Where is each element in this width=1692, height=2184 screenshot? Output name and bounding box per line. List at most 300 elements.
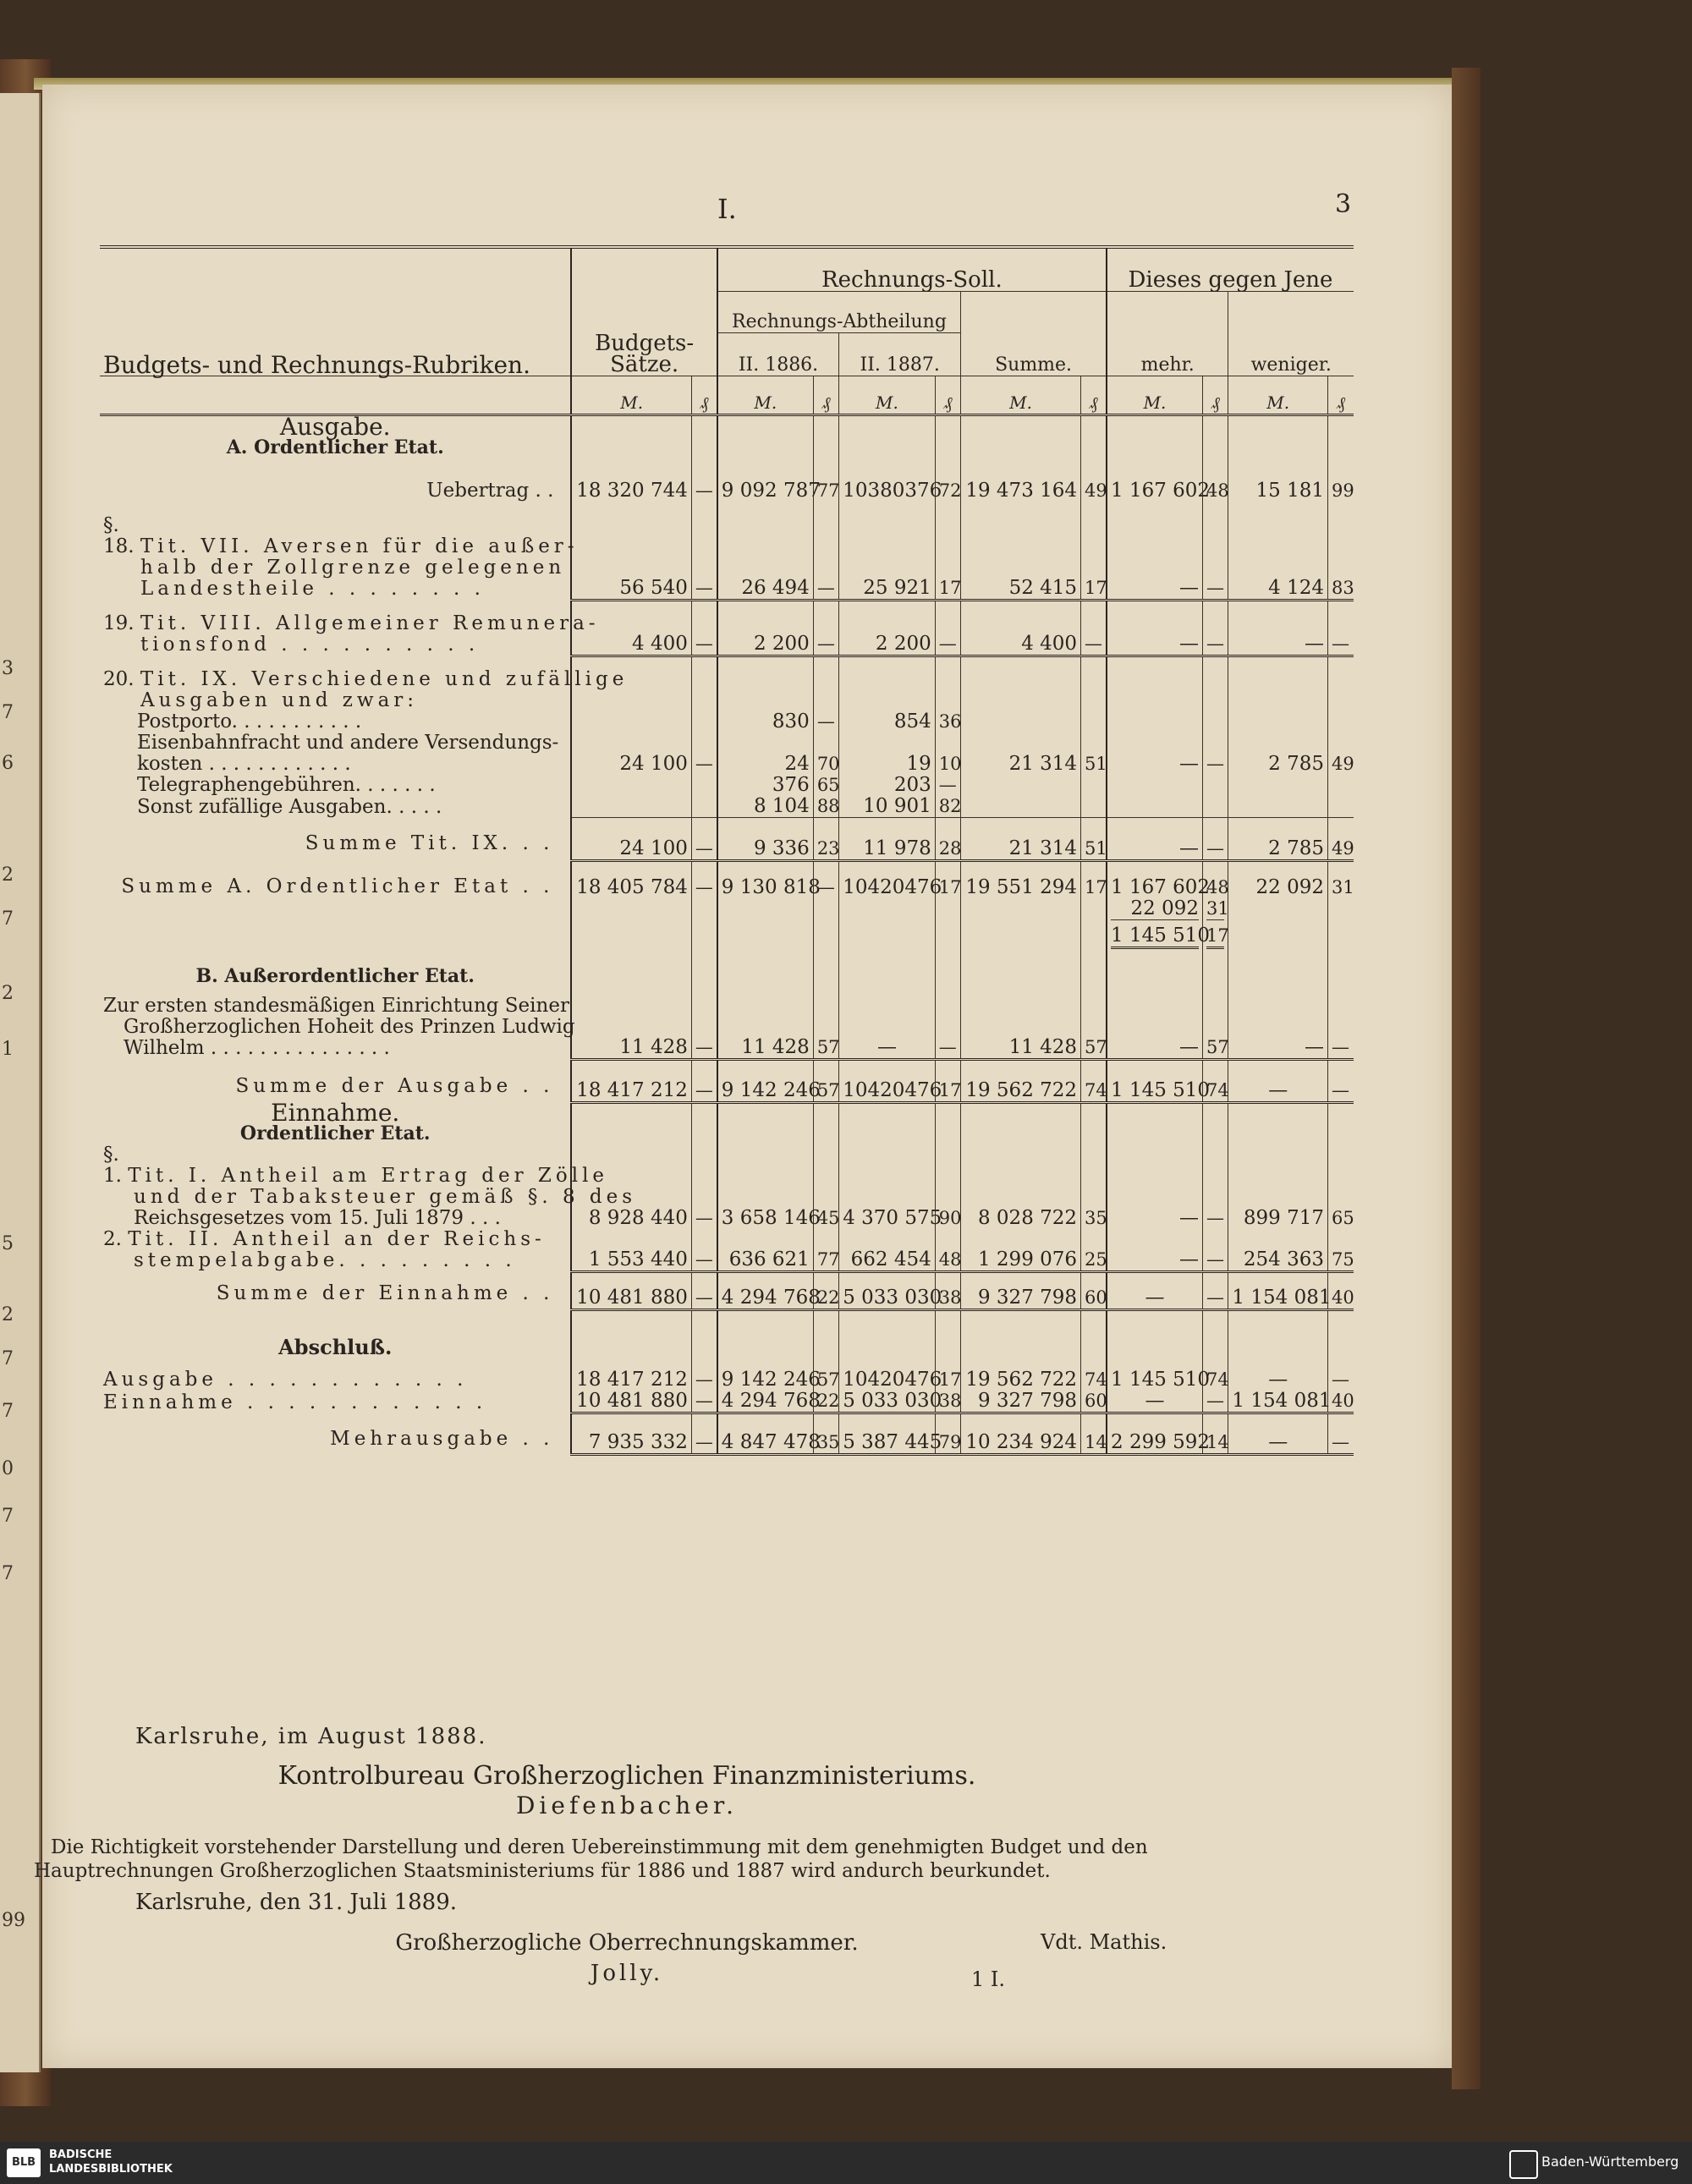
cell-budget: 18 405 784 <box>571 861 691 950</box>
cell-weniger-pf: 49 <box>1328 711 1354 818</box>
header-rechnungs-soll: Rechnungs-Soll. <box>717 247 1107 292</box>
cell-summe: 19 551 294 <box>961 861 1081 950</box>
unit-pf: ₰ <box>1203 376 1228 415</box>
cell-summe-pf: 17 <box>1081 502 1107 600</box>
cell-1886-pf: 77 <box>813 1229 838 1271</box>
cell-1887-pf: — <box>935 987 960 1059</box>
table-row <box>100 656 1354 711</box>
header-dieses-gegen-jene: Dieses gegen Jene <box>1107 247 1354 292</box>
cell-budget: 8 928 440 <box>571 1144 691 1229</box>
cell-mehr-pf: — <box>1203 1271 1228 1309</box>
header-weniger: weniger. <box>1228 292 1354 376</box>
cell-1886: 3 658 146 <box>717 1144 814 1229</box>
cell-weniger-pf: 49 <box>1328 818 1354 861</box>
row-label: Eisenbahnfracht und andere Versendungs- <box>137 732 559 754</box>
cell-budget: 7 935 332 <box>571 1413 691 1455</box>
cell-mehr: 2 299 592 <box>1107 1413 1203 1455</box>
cell-weniger-pf: 65 <box>1328 1144 1354 1229</box>
row-label <box>100 656 629 711</box>
row-label-line: tionsfond . . . . . . . . . . <box>140 634 480 656</box>
row-label: Summe Tit. IX. . . <box>305 831 554 854</box>
cell-mehr: — <box>1107 502 1203 600</box>
cell-summe-pf: 60 <box>1081 1271 1107 1309</box>
cell-1887-pf: 38 <box>935 1271 960 1309</box>
facing-mark: 0 <box>2 1458 14 1479</box>
section-row <box>100 1102 1354 1123</box>
table-row <box>100 861 1354 950</box>
row-label-line: Tit. VII. Aversen für die außer- <box>140 535 579 557</box>
facing-mark: 7 <box>2 1401 14 1422</box>
facing-mark: 7 <box>2 1506 14 1527</box>
cell-mehr-pf: — <box>1203 1144 1228 1229</box>
row-label: Summe A. Ordentlicher Etat . . <box>121 875 554 897</box>
cell-1886: 830 <box>717 711 814 733</box>
row-label-line: Zur ersten standesmäßigen Einrichtung Seiner <box>103 995 569 1017</box>
cell-summe: 1 299 076 <box>961 1229 1081 1271</box>
cell-budget-pf: — <box>691 1358 717 1391</box>
cell-weniger-pf: 83 <box>1328 502 1354 600</box>
row-label: Postporto. . . . . . . . . . . <box>137 711 362 733</box>
cell-mehr: — <box>1107 711 1203 818</box>
cell-summe-pf: 35 <box>1081 1144 1107 1229</box>
section-row <box>100 949 1354 987</box>
cell-mehr-pf: 14 <box>1203 1413 1228 1455</box>
cell-mehr-pf-line: 31 <box>1206 898 1229 919</box>
cell-budget: 18 417 212 <box>571 1358 691 1391</box>
cell-1887-pf: 82 <box>935 796 960 818</box>
unit-pf: ₰ <box>1328 376 1354 415</box>
cell-1887: 10420476 <box>839 1358 936 1391</box>
cell-weniger-pf: 99 <box>1328 480 1354 502</box>
cell-mehr-pf: 57 <box>1203 987 1228 1059</box>
cell-mehr-pf: — <box>1203 1229 1228 1271</box>
unit-pf: ₰ <box>935 376 960 415</box>
cell-summe: 8 028 722 <box>961 1144 1081 1229</box>
cell-mehr-pf: — <box>1203 600 1228 656</box>
place-date-1888: Karlsruhe, im August 1888. <box>135 1724 487 1749</box>
section-ausserordentlicher-etat-b: B. Außerordentlicher Etat. <box>195 965 475 987</box>
cell-summe: 19 562 722 <box>961 1059 1081 1102</box>
cell-1887: 662 454 <box>839 1229 936 1271</box>
cell-mehr: — <box>1107 987 1203 1059</box>
cell-1886: 8 104 <box>717 796 814 818</box>
cell-1886-pf: 22 <box>813 1271 838 1309</box>
facing-mark: 1 <box>2 1039 14 1060</box>
table-row <box>100 1358 1354 1391</box>
cell-mehr-line: 1 145 510 <box>1111 920 1199 949</box>
blb-name-line: LANDESBIBLIOTHEK <box>49 2163 173 2176</box>
row-label-line: Tit. I. Antheil am Ertrag der Zölle <box>128 1165 609 1187</box>
cell-budget-pf: — <box>691 502 717 600</box>
cell-1886-pf: 57 <box>813 987 838 1059</box>
cell-weniger-pf: 40 <box>1328 1271 1354 1309</box>
cell-budget: 10 481 880 <box>571 1271 691 1309</box>
cell-1886-pf: 22 <box>813 1391 838 1413</box>
budget-ledger-table <box>100 245 1354 1456</box>
cell-1886-pf: — <box>813 711 838 733</box>
unit-mark: M. <box>839 376 936 415</box>
row-number: 2. <box>103 1228 122 1250</box>
table-row <box>100 1413 1354 1455</box>
cell-1887-pf <box>935 733 960 754</box>
header-rechnungs-abtheilung: Rechnungs-Abtheilung <box>717 292 961 333</box>
cell-1886: 26 494 <box>717 502 814 600</box>
cell-mehr-pf: — <box>1203 818 1228 861</box>
table-row <box>100 1144 1354 1229</box>
cell-summe: 10 234 924 <box>961 1413 1081 1455</box>
cell-1886: 4 847 478 <box>717 1413 814 1455</box>
certification-text: Die Richtigkeit vorstehender Darstellung und deren Uebereinstimmung mit dem genehmigten Budget und den Hauptrechnungen Großherzoglichen Staatsministeriums für 1886 und 1887 wird andurch beurkundet. <box>34 1836 1148 1882</box>
facing-mark: 7 <box>2 1563 14 1584</box>
cell-1886-pf: — <box>813 502 838 600</box>
header-mehr: mehr. <box>1107 292 1228 376</box>
cell-summe-pf: 49 <box>1081 480 1107 502</box>
cell-weniger: 15 181 <box>1228 480 1328 502</box>
cell-1886: 376 <box>717 775 814 796</box>
row-label: Summe der Einnahme . . <box>216 1282 554 1304</box>
row-label <box>100 1144 637 1229</box>
cell-1887-pf: 72 <box>935 480 960 502</box>
row-label-line: Wilhelm . . . . . . . . . . . . . . . <box>124 1037 390 1059</box>
cell-summe: 21 314 <box>961 711 1081 818</box>
cell-mehr: — <box>1107 818 1203 861</box>
cell-1886-pf: 77 <box>813 480 838 502</box>
cell-mehr-pf-line: 17 <box>1206 920 1224 949</box>
cell-1886-pf: 70 <box>813 754 838 775</box>
unit-pf: ₰ <box>1081 376 1107 415</box>
section-row <box>100 415 1354 438</box>
baden-wuerttemberg-logo-icon[interactable] <box>1509 2150 1538 2179</box>
blb-logo-icon[interactable]: BLB <box>7 2148 41 2177</box>
section-ausgabe: Ausgabe. <box>279 413 391 441</box>
cell-budget: 56 540 <box>571 502 691 600</box>
section-roman-numeral: I. <box>717 193 737 225</box>
cell-mehr-pf-line: 48 <box>1206 877 1229 897</box>
cell-weniger: 1 154 081 <box>1228 1271 1328 1309</box>
chamber-name: Großherzogliche Oberrechnungskammer. <box>395 1930 859 1956</box>
viewer-footer-bar <box>0 2142 1692 2184</box>
cell-1887: 203 <box>839 775 936 796</box>
table-row <box>100 1229 1354 1271</box>
cell-weniger-pf: — <box>1328 987 1354 1059</box>
cell-1887-pf: 17 <box>935 1358 960 1391</box>
cell-weniger: — <box>1228 1358 1328 1391</box>
blb-name-line: BADISCHE <box>49 2148 113 2161</box>
cell-weniger-pf: 75 <box>1328 1229 1354 1271</box>
row-label-line: Tit. VIII. Allgemeiner Remunera- <box>140 612 600 634</box>
table-row <box>100 711 1354 733</box>
signer-diefenbacher: Diefenbacher. <box>515 1792 739 1819</box>
cell-mehr-line: 1 167 602 <box>1111 876 1211 898</box>
facing-mark: 7 <box>2 1348 14 1369</box>
cell-1887: 10 901 <box>839 796 936 818</box>
row-label <box>100 502 579 600</box>
cell-mehr-pf: — <box>1203 1391 1228 1413</box>
ledger <box>100 245 1354 1456</box>
cell-1886: 9 092 787 <box>717 480 814 502</box>
cell-summe-pf: 60 <box>1081 1391 1107 1413</box>
cell-weniger: — <box>1228 987 1328 1059</box>
cell-1887-pf: 48 <box>935 1229 960 1271</box>
cell-summe: 19 562 722 <box>961 1358 1081 1391</box>
cell-budget-pf: — <box>691 818 717 861</box>
cell-1886: 4 294 768 <box>717 1391 814 1413</box>
cell-summe: 52 415 <box>961 502 1081 600</box>
row-label: Ausgabe . . . . . . . . . . . . <box>103 1369 468 1391</box>
cell-summe-pf: 74 <box>1081 1059 1107 1102</box>
row-number: 19. <box>103 612 135 634</box>
facing-mark: 7 <box>2 908 14 930</box>
cell-mehr: — <box>1107 1391 1203 1413</box>
cell-summe: 9 327 798 <box>961 1391 1081 1413</box>
cell-mehr: 1 167 602 <box>1107 480 1203 502</box>
book-cover-right <box>1452 68 1480 2089</box>
facing-mark: 5 <box>2 1233 14 1254</box>
row-label-line: Ausgaben und zwar: <box>140 689 419 711</box>
paragraph-mark: §. <box>103 514 119 536</box>
header-summe: Summe. <box>961 292 1107 376</box>
cell-weniger-pf: — <box>1328 1358 1354 1391</box>
row-label: kosten . . . . . . . . . . . . <box>137 753 351 775</box>
cell-mehr-pf <box>1203 861 1228 950</box>
cell-summe-pf: 25 <box>1081 1229 1107 1271</box>
cell-budget: 24 100 <box>571 818 691 861</box>
row-number: 18. <box>103 535 135 557</box>
cell-weniger: — <box>1228 1059 1328 1102</box>
facing-mark: 6 <box>2 753 14 774</box>
cell-weniger-pf: — <box>1328 600 1354 656</box>
facing-mark: 2 <box>2 1304 14 1325</box>
cell-budget: 18 320 744 <box>571 480 691 502</box>
cell-1886-pf: 35 <box>813 1413 838 1455</box>
cell-1887: 10380376 <box>839 480 936 502</box>
header-budget-saetze: Budgets-Sätze. <box>571 247 717 376</box>
cell-1887-pf: 90 <box>935 1144 960 1229</box>
row-label-line: Tit. IX. Verschiedene und zufällige <box>140 668 629 690</box>
row-label-line: Reichsgesetzes vom 15. Juli 1879 . . . <box>134 1207 501 1229</box>
table-row <box>100 480 1354 502</box>
row-label-line: Tit. II. Antheil an der Reichs- <box>128 1228 546 1250</box>
cell-1887: 11 978 <box>839 818 936 861</box>
cell-1887: 854 <box>839 711 936 733</box>
cell-mehr: — <box>1107 1144 1203 1229</box>
cell-budget: 11 428 <box>571 987 691 1059</box>
cell-1886-pf: 23 <box>813 818 838 861</box>
cell-1887: 4 370 575 <box>839 1144 936 1229</box>
cell-mehr-pf: 74 <box>1203 1358 1228 1391</box>
unit-spacer <box>100 376 571 415</box>
cell-mehr-pf: — <box>1203 711 1228 818</box>
cell-1887: 19 <box>839 754 936 775</box>
cell-1887-pf: 36 <box>935 711 960 733</box>
table-row <box>100 600 1354 656</box>
cell-budget-pf: — <box>691 1059 717 1102</box>
table-row <box>100 818 1354 861</box>
facing-mark: 7 <box>2 702 14 723</box>
cell-1886-pf: 65 <box>813 775 838 796</box>
cell-budget-pf: — <box>691 480 717 502</box>
cell-1886-pf: 45 <box>813 1144 838 1229</box>
cell-budget-pf: — <box>691 711 717 818</box>
cell-mehr: 1 145 510 <box>1107 1358 1203 1391</box>
cell-budget: 18 417 212 <box>571 1059 691 1102</box>
cell-1886-pf: 88 <box>813 796 838 818</box>
cell-mehr-pf: — <box>1203 502 1228 600</box>
cell-1887-pf: 28 <box>935 818 960 861</box>
cell-weniger-pf: — <box>1328 1059 1354 1102</box>
cell-1886-pf <box>813 733 838 754</box>
unit-pf: ₰ <box>813 376 838 415</box>
section-ordentlicher-etat: Ordentlicher Etat. <box>239 1122 431 1144</box>
cell-1887: 5 033 030 <box>839 1391 936 1413</box>
cell-summe: 21 314 <box>961 818 1081 861</box>
facing-mark: 3 <box>2 658 14 679</box>
cell-1886-pf: — <box>813 600 838 656</box>
table-row <box>100 1271 1354 1309</box>
cell-weniger-pf: 31 <box>1328 861 1354 950</box>
row-label <box>100 1229 571 1271</box>
cell-budget-pf: — <box>691 600 717 656</box>
cell-mehr: — <box>1107 600 1203 656</box>
row-label: Einnahme . . . . . . . . . . . . <box>103 1391 487 1413</box>
facing-mark: 2 <box>2 983 14 1004</box>
cell-mehr-line: 22 092 <box>1111 898 1199 920</box>
cell-weniger: 2 785 <box>1228 711 1328 818</box>
cell-1887-pf: — <box>935 775 960 796</box>
cell-1886: 4 294 768 <box>717 1271 814 1309</box>
row-label-line: Großherzoglichen Hoheit des Prinzen Ludwig <box>124 1016 575 1038</box>
facing-mark: 2 <box>2 864 14 886</box>
table-row <box>100 987 1354 1059</box>
cell-1886-pf: 57 <box>813 1358 838 1391</box>
cell-weniger-pf: 40 <box>1328 1391 1354 1413</box>
cell-weniger-pf: — <box>1328 1413 1354 1455</box>
cell-1887: 5 033 030 <box>839 1271 936 1309</box>
row-number: 20. <box>103 668 135 690</box>
header-year-1886: II. 1886. <box>717 333 839 376</box>
cell-budget: 10 481 880 <box>571 1391 691 1413</box>
place-date-1889: Karlsruhe, den 31. Juli 1889. <box>135 1890 457 1915</box>
row-label: Sonst zufällige Ausgaben. . . . . <box>137 795 442 818</box>
cell-1886-pf: 57 <box>813 1059 838 1102</box>
cell-1887-pf: 17 <box>935 861 960 950</box>
cell-1886: 24 <box>717 754 814 775</box>
header-year-1887: II. 1887. <box>839 333 961 376</box>
section-einnahme: Einnahme. <box>271 1099 400 1127</box>
row-label-line: Landestheile . . . . . . . . <box>140 578 485 600</box>
cell-1886: 9 142 246 <box>717 1059 814 1102</box>
cell-1887: 10420476 <box>839 861 936 950</box>
cell-1886: 9 142 246 <box>717 1358 814 1391</box>
cell-mehr: — <box>1107 1229 1203 1271</box>
unit-mark: M. <box>1228 376 1328 415</box>
cell-mehr <box>1107 861 1211 950</box>
cell-budget-pf: — <box>691 1413 717 1455</box>
facing-mark: 99 <box>2 1910 25 1931</box>
blb-library-name[interactable] <box>49 2148 173 2176</box>
unit-mark: M. <box>961 376 1081 415</box>
baden-wuerttemberg-label[interactable]: Baden-Württemberg <box>1541 2154 1679 2170</box>
cell-budget-pf: — <box>691 987 717 1059</box>
row-label <box>100 987 575 1059</box>
page-number: 3 <box>1335 189 1352 219</box>
cell-1887 <box>839 733 936 754</box>
unit-mark: M. <box>717 376 814 415</box>
cell-summe-pf: — <box>1081 600 1107 656</box>
cell-budget: 24 100 <box>571 711 691 818</box>
cell-weniger: 2 785 <box>1228 818 1328 861</box>
cell-1887-pf: 38 <box>935 1391 960 1413</box>
signer-jolly: Jolly. <box>590 1961 664 1986</box>
cell-1887-pf: — <box>935 600 960 656</box>
section-row <box>100 1123 1354 1144</box>
cell-1887-pf: 17 <box>935 502 960 600</box>
cell-1887-pf: 17 <box>935 1059 960 1102</box>
table-row <box>100 1059 1354 1102</box>
section-abschluss: Abschluß. <box>278 1335 393 1359</box>
cell-weniger: — <box>1228 600 1328 656</box>
table-row <box>100 1391 1354 1413</box>
unit-mark: M. <box>571 376 691 415</box>
cell-summe-pf: 74 <box>1081 1358 1107 1391</box>
unit-pf: ₰ <box>691 376 717 415</box>
cell-1887: 5 387 445 <box>839 1413 936 1455</box>
cell-1887: — <box>839 987 936 1059</box>
table-row <box>100 502 1354 600</box>
row-label-line: und der Tabaksteuer gemäß §. 8 des <box>134 1186 637 1208</box>
section-ordentlicher-etat-a: A. Ordentlicher Etat. <box>226 436 444 458</box>
row-number: 1. <box>103 1165 122 1187</box>
cell-1887: 10420476 <box>839 1059 936 1102</box>
cell-summe-pf: 57 <box>1081 987 1107 1059</box>
cell-summe-pf: 51 <box>1081 818 1107 861</box>
cell-1886: 636 621 <box>717 1229 814 1271</box>
cell-weniger: 22 092 <box>1228 861 1328 950</box>
row-label: Mehrausgabe . . <box>330 1427 554 1450</box>
section-row <box>100 437 1354 458</box>
cell-budget-pf: — <box>691 1271 717 1309</box>
cell-1886: 2 200 <box>717 600 814 656</box>
cell-mehr: 1 145 510 <box>1107 1059 1203 1102</box>
cell-mehr-pf: 74 <box>1203 1059 1228 1102</box>
row-label: Telegraphengebühren. . . . . . . <box>137 774 436 796</box>
cell-summe: 4 400 <box>961 600 1081 656</box>
cell-budget-pf: — <box>691 1229 717 1271</box>
row-label-line: halb der Zollgrenze gelegenen <box>140 557 566 579</box>
row-label: Summe der Ausgabe . . <box>235 1075 554 1097</box>
cell-1886: 9 130 818 <box>717 861 814 950</box>
cell-1886: 11 428 <box>717 987 814 1059</box>
cell-budget: 1 553 440 <box>571 1229 691 1271</box>
cell-summe-pf: 14 <box>1081 1413 1107 1455</box>
cell-1886: 9 336 <box>717 818 814 861</box>
cell-budget-pf: — <box>691 1391 717 1413</box>
cell-summe-pf: 51 <box>1081 711 1107 818</box>
cell-summe: 19 473 164 <box>961 480 1081 502</box>
vdt-mathis: Vdt. Mathis. <box>1041 1930 1167 1954</box>
row-label: Uebertrag . . <box>426 480 554 502</box>
cell-budget: 4 400 <box>571 600 691 656</box>
cell-1886 <box>717 733 814 754</box>
cell-summe: 9 327 798 <box>961 1271 1081 1309</box>
cell-weniger: 4 124 <box>1228 502 1328 600</box>
cell-1887-pf: 79 <box>935 1413 960 1455</box>
header-rubriken: Budgets- und Rechnungs-Rubriken. <box>100 247 571 376</box>
cell-1887-pf: 10 <box>935 754 960 775</box>
cell-budget-pf: — <box>691 861 717 950</box>
section-row <box>100 1309 1354 1358</box>
row-label-line: stempelabgabe. . . . . . . . . <box>134 1249 516 1271</box>
